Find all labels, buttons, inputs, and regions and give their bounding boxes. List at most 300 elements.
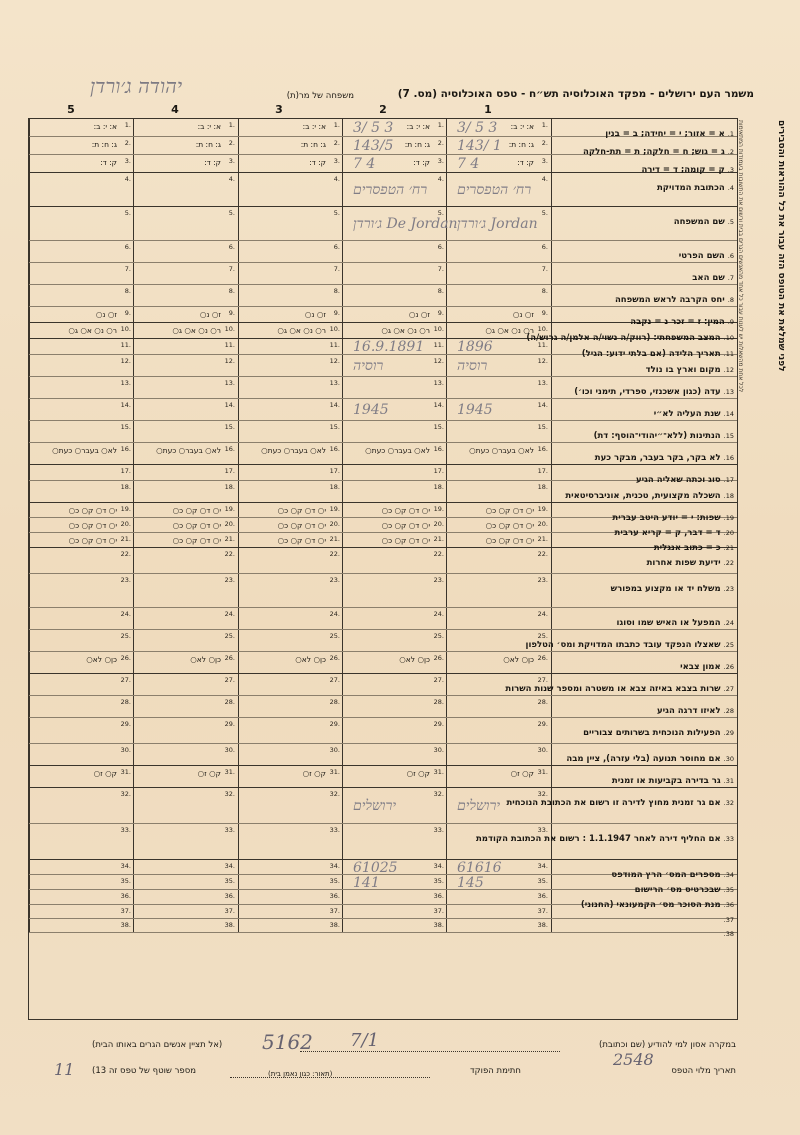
person-3-field[interactable] <box>238 518 342 532</box>
person-1-field[interactable] <box>446 718 550 743</box>
person-5-field[interactable] <box>29 481 133 502</box>
person-3-field[interactable] <box>238 207 342 240</box>
option-codes: י○ ד○ ק○ כ○ <box>485 536 534 545</box>
person-1-field[interactable] <box>446 890 550 904</box>
option-codes: ק: ד: <box>413 158 430 167</box>
person-3-field[interactable] <box>238 574 342 607</box>
person-5-field[interactable] <box>29 824 133 859</box>
handwritten-entry: רח׳ הטפסרים <box>353 181 428 198</box>
person-4-field[interactable] <box>133 355 237 376</box>
row-number: 15. <box>120 423 131 431</box>
person-4-field[interactable] <box>133 481 237 502</box>
option-codes: ק○ ז○ <box>197 769 221 778</box>
person-4-field[interactable] <box>133 518 237 532</box>
row-number: 7. <box>333 265 340 273</box>
person-1-field[interactable] <box>446 481 550 502</box>
row-number: 3. <box>228 157 235 165</box>
person-3-field[interactable] <box>238 824 342 859</box>
form-row <box>29 285 737 307</box>
row-number: 5. <box>228 209 235 217</box>
handwritten-entry: 61025 <box>353 860 398 876</box>
person-3-field[interactable] <box>238 533 342 547</box>
person-1-field[interactable] <box>446 339 550 354</box>
person-4-field[interactable] <box>133 533 237 547</box>
person-5-field[interactable] <box>29 652 133 673</box>
person-2-field[interactable] <box>342 574 446 607</box>
person-3-field[interactable] <box>238 608 342 629</box>
label-text: שם האב <box>692 273 725 283</box>
person-1-field[interactable] <box>446 307 550 322</box>
row-number: 7. <box>437 265 444 273</box>
person-2-field[interactable] <box>342 652 446 673</box>
person-2-field[interactable] <box>342 119 446 136</box>
person-5-field[interactable] <box>29 465 133 480</box>
person-5-field[interactable] <box>29 263 133 284</box>
option-codes: י○ ד○ ק○ כ○ <box>68 506 117 515</box>
person-5-field[interactable] <box>29 339 133 354</box>
row-number: 25. <box>329 632 340 640</box>
person-5-field[interactable] <box>29 860 133 874</box>
person-1-field[interactable] <box>446 919 550 932</box>
person-1-field[interactable] <box>446 241 550 262</box>
label-text: גר בדירה בקביעות או זמנית <box>611 776 721 786</box>
person-4-field[interactable] <box>133 824 237 859</box>
label-number: 30. <box>723 755 734 763</box>
person-2-field[interactable] <box>342 481 446 502</box>
person-2-field[interactable] <box>342 137 446 154</box>
label-number: 25. <box>723 641 734 649</box>
person-5-field[interactable] <box>29 718 133 743</box>
form-row <box>29 630 737 652</box>
person-1-field[interactable] <box>446 421 550 442</box>
person-4-field[interactable] <box>133 875 237 889</box>
person-4-field[interactable] <box>133 696 237 717</box>
row-number: 9. <box>228 309 235 317</box>
person-2-field[interactable] <box>342 533 446 547</box>
label-text: מקום וארץ בו נולד <box>645 365 721 375</box>
label-number: 26. <box>723 663 734 671</box>
label-text: הכתובת המדויקת <box>656 183 725 193</box>
person-1-field[interactable] <box>446 173 550 206</box>
row-label <box>551 421 737 442</box>
option-codes: י○ ד○ ק○ כ○ <box>381 521 430 530</box>
person-2-field[interactable] <box>342 860 446 874</box>
person-2-field[interactable] <box>342 443 446 464</box>
person-3-field[interactable] <box>238 919 342 932</box>
person-1-field[interactable] <box>446 766 550 787</box>
label-number: 7. <box>727 274 734 282</box>
person-2-field[interactable] <box>342 339 446 354</box>
person-5-field[interactable] <box>29 919 133 932</box>
row-number: 35. <box>433 877 444 885</box>
row-number: 21. <box>224 535 235 543</box>
label-number: 3. <box>727 166 734 174</box>
person-4-field[interactable] <box>133 465 237 480</box>
handwritten-entry: 7 4 <box>457 155 480 172</box>
row-label <box>551 696 737 717</box>
person-4-field[interactable] <box>133 263 237 284</box>
person-4-field[interactable] <box>133 399 237 420</box>
person-3-field[interactable] <box>238 421 342 442</box>
row-label <box>551 339 737 359</box>
person-1-field[interactable] <box>446 285 550 306</box>
row-number: 22. <box>537 550 548 558</box>
row-number: 17. <box>329 467 340 475</box>
handwritten-entry: רוסיה <box>353 357 384 374</box>
person-5-field[interactable] <box>29 399 133 420</box>
person-5-field[interactable] <box>29 443 133 464</box>
person-1-field[interactable] <box>446 399 550 420</box>
person-4-field[interactable] <box>133 155 237 172</box>
person-4-field[interactable] <box>133 137 237 154</box>
person-4-field[interactable] <box>133 173 237 206</box>
person-3-field[interactable] <box>238 285 342 306</box>
person-2-field[interactable] <box>342 155 446 172</box>
person-4-field[interactable] <box>133 339 237 354</box>
person-2-field[interactable] <box>342 355 446 376</box>
person-2-field[interactable] <box>342 696 446 717</box>
label-number: 4. <box>727 184 734 192</box>
person-4-field[interactable] <box>133 860 237 874</box>
row-number: 11. <box>329 341 340 349</box>
row-number: 20. <box>329 520 340 528</box>
person-3-field[interactable] <box>238 860 342 874</box>
person-3-field[interactable] <box>238 307 342 322</box>
row-number: 2. <box>228 139 235 147</box>
person-1-field[interactable] <box>446 574 550 607</box>
person-1-field[interactable] <box>446 465 550 480</box>
person-3-field[interactable] <box>238 674 342 695</box>
person-1-field[interactable] <box>446 518 550 532</box>
person-2-field[interactable] <box>342 905 446 918</box>
person-5-field[interactable] <box>29 574 133 607</box>
person-1-field[interactable] <box>446 905 550 918</box>
person-2-field[interactable] <box>342 399 446 420</box>
person-2-field[interactable] <box>342 766 446 787</box>
handwritten-entry: 3/ 5 3 <box>457 119 498 136</box>
person-1-field[interactable] <box>446 548 550 573</box>
row-label <box>551 875 737 895</box>
person-5-field[interactable] <box>29 207 133 240</box>
person-3-field[interactable] <box>238 339 342 354</box>
person-2-field[interactable] <box>342 824 446 859</box>
person-5-field[interactable] <box>29 323 133 338</box>
person-5-field[interactable] <box>29 155 133 172</box>
person-2-field[interactable] <box>342 207 458 240</box>
row-number: 34. <box>329 862 340 870</box>
row-number: 32. <box>329 790 340 798</box>
person-1-field[interactable] <box>446 744 550 765</box>
option-codes: ק: ד: <box>100 158 117 167</box>
row-number: 2. <box>124 139 131 147</box>
person-3-field[interactable] <box>238 263 342 284</box>
row-number: 7. <box>124 265 131 273</box>
person-2-field[interactable] <box>342 890 446 904</box>
handwritten-entry: 61616 <box>457 860 502 876</box>
person-1-field[interactable] <box>446 875 550 889</box>
option-codes: י○ ד○ ק○ כ○ <box>277 506 326 515</box>
person-3-field[interactable] <box>238 173 342 206</box>
person-2-field[interactable] <box>342 919 446 932</box>
row-label <box>551 905 737 924</box>
person-2-field[interactable] <box>342 377 446 398</box>
row-number: 9. <box>124 309 131 317</box>
person-2-field[interactable] <box>342 241 446 262</box>
person-5-field[interactable] <box>29 766 133 787</box>
person-4-field[interactable] <box>133 652 237 673</box>
person-5-field[interactable] <box>29 307 133 322</box>
person-4-field[interactable] <box>133 548 237 573</box>
option-codes: ג: ח: ת: <box>195 140 221 149</box>
person-4-field[interactable] <box>133 788 237 823</box>
person-5-field[interactable] <box>29 674 133 695</box>
form-row <box>29 766 737 788</box>
row-label <box>506 788 737 823</box>
person-4-field[interactable] <box>133 905 237 918</box>
row-label <box>551 355 737 376</box>
form-row <box>29 674 737 696</box>
person-2-field[interactable] <box>342 465 446 480</box>
row-number: 6. <box>333 243 340 251</box>
person-4-field[interactable] <box>133 890 237 904</box>
row-number: 16. <box>329 445 340 453</box>
row-number: 8. <box>333 287 340 295</box>
person-2-field[interactable] <box>342 788 446 823</box>
person-2-field[interactable] <box>342 518 446 532</box>
person-4-field[interactable] <box>133 119 237 136</box>
person-3-field[interactable] <box>238 875 342 889</box>
person-1-field[interactable] <box>446 207 550 240</box>
person-5-field[interactable] <box>29 421 133 442</box>
no-residents-note: (אל תציין אנשים הגרים באותו הבית) <box>92 1040 223 1050</box>
person-3-field[interactable] <box>238 788 342 823</box>
row-number: 33. <box>329 826 340 834</box>
row-label <box>551 307 737 327</box>
row-number: 20. <box>120 520 131 528</box>
option-codes: י○ ד○ ק○ כ○ <box>172 536 221 545</box>
person-4-field[interactable] <box>133 207 237 240</box>
person-5-field[interactable] <box>29 119 133 136</box>
person-1-field[interactable] <box>446 155 550 172</box>
person-4-field[interactable] <box>133 608 237 629</box>
person-5-field[interactable] <box>29 744 133 765</box>
person-4-field[interactable] <box>133 718 237 743</box>
row-number: 20. <box>537 520 548 528</box>
person-2-field[interactable] <box>342 548 446 573</box>
label-text: השם הפרטי <box>678 251 725 261</box>
person-1-field[interactable] <box>446 608 550 629</box>
date-label: תאריך מלוי הטפס <box>671 1066 736 1076</box>
person-4-field[interactable] <box>133 443 237 464</box>
row-number: 31. <box>433 768 444 776</box>
person-3-field[interactable] <box>238 355 342 376</box>
person-3-field[interactable] <box>238 399 342 420</box>
person-2-field[interactable] <box>342 674 446 695</box>
person-3-field[interactable] <box>238 744 342 765</box>
person-1-field[interactable] <box>446 377 550 398</box>
row-number: 4. <box>124 175 131 183</box>
person-5-field[interactable] <box>29 503 133 517</box>
row-number: 20. <box>433 520 444 528</box>
person-3-field[interactable] <box>238 465 342 480</box>
person-4-field[interactable] <box>133 674 237 695</box>
person-4-field[interactable] <box>133 285 237 306</box>
person-2-field[interactable] <box>342 630 446 651</box>
person-5-field[interactable] <box>29 890 133 904</box>
row-number: 25. <box>537 632 548 640</box>
person-4-field[interactable] <box>133 503 237 517</box>
person-4-field[interactable] <box>133 766 237 787</box>
person-1-field[interactable] <box>446 860 550 874</box>
label-number: 18. <box>723 492 734 500</box>
row-number: 27. <box>329 676 340 684</box>
person-3-field[interactable] <box>238 155 342 172</box>
person-4-field[interactable] <box>133 630 237 651</box>
person-3-field[interactable] <box>238 323 342 338</box>
person-2-field[interactable] <box>342 263 446 284</box>
person-3-field[interactable] <box>238 548 342 573</box>
person-3-field[interactable] <box>238 481 342 502</box>
option-codes: ז○ נ○ <box>408 310 430 319</box>
option-codes: ג: ח: ת: <box>300 140 326 149</box>
person-2-field[interactable] <box>342 503 446 517</box>
person-4-field[interactable] <box>133 323 237 338</box>
person-2-field[interactable] <box>342 718 446 743</box>
person-4-field[interactable] <box>133 919 237 932</box>
form-row <box>29 696 737 718</box>
label-number: 31. <box>723 777 734 785</box>
row-number: 10. <box>433 325 444 333</box>
row-number: 38. <box>537 921 548 929</box>
option-codes: ק○ ז○ <box>93 769 117 778</box>
handwritten-code: 2548 <box>613 1050 654 1069</box>
person-3-field[interactable] <box>238 718 342 743</box>
row-number: 24. <box>329 610 340 618</box>
person-5-field[interactable] <box>29 137 133 154</box>
person-3-field[interactable] <box>238 503 342 517</box>
person-1-field[interactable] <box>446 355 550 376</box>
person-1-field[interactable] <box>446 503 550 517</box>
person-5-field[interactable] <box>29 241 133 262</box>
label-text: משלח יד או מקצוע במפורש <box>610 584 721 594</box>
row-number: 37. <box>329 907 340 915</box>
label-number: 14. <box>723 410 734 418</box>
column-numbers <box>28 103 548 117</box>
person-5-field[interactable] <box>29 377 133 398</box>
row-number: 21. <box>120 535 131 543</box>
row-number: 28. <box>433 698 444 706</box>
person-1-field[interactable] <box>446 443 550 464</box>
person-3-field[interactable] <box>238 377 342 398</box>
label-number: 32. <box>723 799 734 807</box>
person-2-field[interactable] <box>342 173 446 206</box>
person-4-field[interactable] <box>133 421 237 442</box>
row-number: 11. <box>224 341 235 349</box>
row-number: 33. <box>120 826 131 834</box>
signature-field[interactable] <box>230 1077 430 1078</box>
person-5-field[interactable] <box>29 355 133 376</box>
row-number: 2. <box>437 139 444 147</box>
label-text: לאיזו דרגה הגיע <box>657 706 721 716</box>
person-5-field[interactable] <box>29 548 133 573</box>
person-5-field[interactable] <box>29 173 133 206</box>
person-1-field[interactable] <box>446 263 550 284</box>
person-3-field[interactable] <box>238 652 342 673</box>
person-1-field[interactable] <box>446 137 550 154</box>
person-1-field[interactable] <box>446 119 550 136</box>
person-5-field[interactable] <box>29 533 133 547</box>
label-text: יחס הקרבה לראש המשפחה <box>614 295 725 305</box>
person-3-field[interactable] <box>238 443 342 464</box>
label-text: ידיעת שפות אחרות <box>646 558 721 568</box>
row-label <box>551 718 737 743</box>
person-5-field[interactable] <box>29 788 133 823</box>
person-5-field[interactable] <box>29 285 133 306</box>
person-5-field[interactable] <box>29 518 133 532</box>
person-3-field[interactable] <box>238 890 342 904</box>
row-number: 31. <box>329 768 340 776</box>
person-2-field[interactable] <box>342 608 446 629</box>
person-2-field[interactable] <box>342 421 446 442</box>
person-1-field[interactable] <box>446 696 550 717</box>
row-number: 26. <box>537 654 548 662</box>
person-2-field[interactable] <box>342 875 446 889</box>
emergency-contact-field[interactable] <box>300 1051 560 1052</box>
person-1-field[interactable] <box>446 652 550 673</box>
side-instructions: לפני שמלאת את הטופס הזה עבור את כל ההוראות והסבירים <box>776 120 786 372</box>
label-number: 9. <box>727 318 734 326</box>
person-3-field[interactable] <box>238 119 342 136</box>
row-number: 23. <box>120 576 131 584</box>
person-2-field[interactable] <box>342 744 446 765</box>
label-text: שבכרטיס מס׳ הרישום <box>634 885 721 895</box>
form-row <box>29 307 737 327</box>
label-number: 17. <box>723 476 734 484</box>
option-codes: א: י: ב: <box>197 122 221 131</box>
person-5-field[interactable] <box>29 696 133 717</box>
person-3-field[interactable] <box>238 137 342 154</box>
person-4-field[interactable] <box>133 241 237 262</box>
row-label <box>551 207 737 240</box>
row-label <box>505 674 737 695</box>
person-4-field[interactable] <box>133 307 237 322</box>
row-label <box>525 630 737 651</box>
person-3-field[interactable] <box>238 241 342 262</box>
person-3-field[interactable] <box>238 696 342 717</box>
person-4-field[interactable] <box>133 574 237 607</box>
person-5-field[interactable] <box>29 875 133 889</box>
row-label <box>551 465 737 485</box>
person-3-field[interactable] <box>238 630 342 651</box>
form-row <box>29 574 737 608</box>
row-number: 18. <box>224 483 235 491</box>
person-5-field[interactable] <box>29 630 133 651</box>
person-4-field[interactable] <box>133 377 237 398</box>
row-number: 23. <box>433 576 444 584</box>
person-2-field[interactable] <box>342 323 446 338</box>
person-4-field[interactable] <box>133 744 237 765</box>
person-1-field[interactable] <box>446 533 550 547</box>
person-2-field[interactable] <box>342 307 446 322</box>
person-3-field[interactable] <box>238 766 342 787</box>
person-5-field[interactable] <box>29 608 133 629</box>
row-number: 37. <box>537 907 548 915</box>
row-number: 38. <box>329 921 340 929</box>
person-2-field[interactable] <box>342 285 446 306</box>
label-number: 35. <box>723 886 734 894</box>
person-5-field[interactable] <box>29 905 133 918</box>
person-3-field[interactable] <box>238 905 342 918</box>
